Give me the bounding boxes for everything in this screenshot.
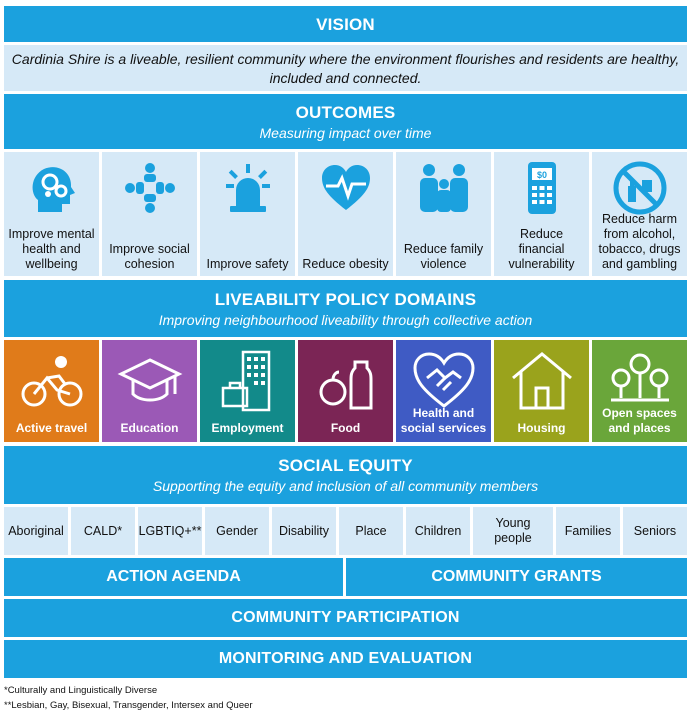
action-agenda-bar: ACTION AGENDA (4, 558, 343, 596)
outcome-mental-health (4, 152, 99, 276)
monitoring-bar (4, 640, 687, 678)
heart-handshake-icon (396, 348, 491, 414)
cyclist-icon (4, 348, 99, 414)
equity-group-lgbtiq: LGBTIQ+** (138, 507, 202, 555)
outcomes-row (4, 152, 687, 276)
people-circle-icon (102, 160, 197, 216)
domains-header (4, 280, 687, 337)
head-gears-icon (4, 160, 99, 216)
graduation-cap-icon (102, 348, 197, 414)
equity-title: SOCIAL EQUITY (278, 456, 413, 475)
monitoring-title: MONITORING AND EVALUATION (218, 650, 473, 667)
domain-housing (494, 340, 589, 442)
equity-group-disability: Disability (272, 507, 336, 555)
footnote-cald: *Culturally and Linguistically Diverse (4, 685, 158, 696)
outcome-label: Improve safety (206, 257, 289, 271)
community-grants-bar: COMMUNITY GRANTS (346, 558, 687, 596)
svg-text:$0: $0 (536, 170, 547, 180)
trees-icon (592, 348, 687, 414)
domain-label: Health and social services (400, 406, 487, 435)
outcome-obesity (298, 152, 393, 276)
domain-active-travel (4, 340, 99, 442)
domain-label: Employment (211, 421, 284, 435)
outcome-safety (200, 152, 295, 276)
office-briefcase-icon (200, 348, 295, 414)
domains-title: LIVEABILITY POLICY DOMAINS (214, 290, 477, 309)
domain-label: Open spaces and places (602, 406, 677, 435)
domain-health-social (396, 340, 491, 442)
domain-label: Education (120, 421, 179, 435)
domain-food (298, 340, 393, 442)
outcomes-header (4, 94, 687, 149)
equity-group-young-people: Young people (473, 507, 553, 555)
house-icon (494, 348, 589, 414)
domain-label: Active travel (15, 421, 88, 435)
domain-open-spaces (592, 340, 687, 442)
family-icon (396, 160, 491, 216)
community-participation-bar (4, 599, 687, 637)
equity-group-seniors: Seniors (623, 507, 687, 555)
outcome-harm (592, 152, 687, 276)
heart-pulse-icon (298, 160, 393, 216)
footnote-lgbtiq: **Lesbian, Gay, Bisexual, Transgender, Intersex and Queer (4, 700, 253, 711)
domain-label: Housing (517, 421, 566, 435)
outcome-label: Reduce family violence (403, 242, 484, 271)
no-substances-icon (592, 160, 687, 216)
apple-bottle-icon (298, 348, 393, 414)
community-participation-title: COMMUNITY PARTICIPATION (231, 609, 460, 626)
equity-row (4, 507, 687, 555)
vision-statement: Cardinia Shire is a liveable, resilient community where the environment flourishes and residents are healthy, included and connected. (4, 45, 687, 91)
domain-label: Food (330, 421, 361, 435)
outcome-label: Improve social cohesion (109, 242, 190, 271)
equity-subtitle: Supporting the equity and inclusion of all community members (152, 478, 539, 494)
outcome-label: Reduce harm from alcohol, tobacco, drugs and gambling (598, 212, 681, 271)
outcome-label: Reduce obesity (302, 257, 389, 271)
domains-subtitle: Improving neighbourhood liveability through collective action (158, 312, 533, 328)
equity-header (4, 446, 687, 504)
vision-header (4, 6, 687, 42)
equity-group-place: Place (339, 507, 403, 555)
outcomes-subtitle: Measuring impact over time (259, 125, 432, 141)
equity-group-aboriginal: Aboriginal (4, 507, 68, 555)
outcome-social-cohesion (102, 152, 197, 276)
payment-terminal-icon (494, 160, 589, 216)
outcome-financial (494, 152, 589, 276)
equity-group-families: Families (556, 507, 620, 555)
domain-education (102, 340, 197, 442)
siren-icon (200, 160, 295, 216)
domains-row (4, 340, 687, 442)
equity-group-gender: Gender (205, 507, 269, 555)
outcome-label: Improve mental health and wellbeing (8, 227, 95, 271)
equity-group-cald: CALD* (71, 507, 135, 555)
vision-title: VISION (316, 15, 375, 34)
outcome-family-violence (396, 152, 491, 276)
domain-employment (200, 340, 295, 442)
outcomes-title: OUTCOMES (295, 103, 396, 122)
equity-group-children: Children (406, 507, 470, 555)
outcome-label: Reduce financial vulnerability (508, 227, 575, 271)
